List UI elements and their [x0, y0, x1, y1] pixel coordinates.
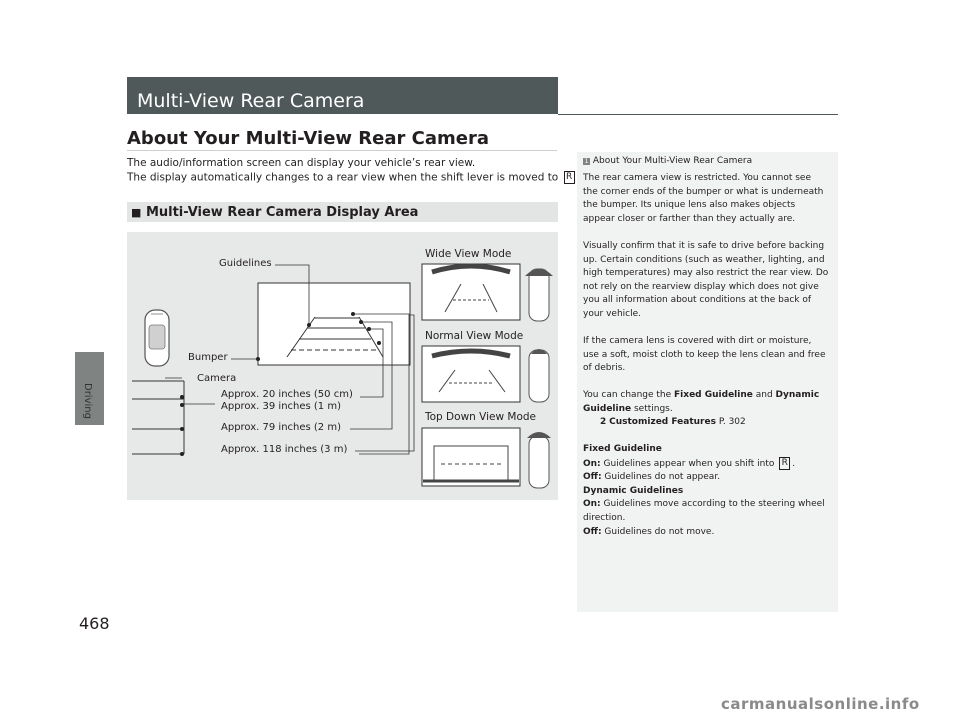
sidebar-p2-line: up. Certain conditions (such as weather, lighting, and	[583, 254, 825, 265]
intro-paragraph-2-text: The display automatically changes to a rear view when the shift lever is moved to	[127, 171, 559, 184]
guideline-term: Guideline	[583, 403, 632, 414]
header-rule	[558, 114, 838, 115]
watermark: carmanualsonline.info	[721, 695, 920, 713]
dynamic-on-key: On:	[583, 499, 601, 510]
wide-view-mode-label: Wide View Mode	[425, 248, 512, 260]
intro-paragraph-2	[127, 171, 580, 184]
sidebar-para-1	[583, 172, 833, 226]
top-down-view-mode-label: Top Down View Mode	[425, 411, 537, 423]
dynamic-guidelines-heading: Dynamic Guidelines	[583, 485, 684, 496]
dynamic-off-value: Guidelines do not move.	[604, 526, 715, 537]
cross-reference-icon: 2	[600, 417, 607, 428]
section-title: ■ Multi-View Rear Camera Display Area	[131, 205, 419, 220]
fixed-guideline-heading: Fixed Guideline	[583, 444, 662, 454]
sidebar-p2-line: Visually confirm that it is safe to drive before backing	[583, 241, 825, 251]
distance-ladder	[132, 381, 184, 454]
heading-rule	[127, 150, 557, 151]
sidebar-para-3	[583, 335, 833, 376]
sidebar-p2-line: you all information about conditions at the back of	[583, 295, 812, 306]
distance-118in-label: Approx. 118 inches (3 m)	[221, 444, 348, 455]
intro-paragraph-1: The audio/information screen can display your vehicle’s rear view.	[127, 157, 476, 169]
sidebar-p4-text: You can change the	[583, 390, 672, 400]
sidebar-p3-line: of debris.	[583, 363, 626, 374]
fixed-on-key: On:	[583, 458, 601, 469]
sidebar-p4-settings: settings.	[633, 403, 673, 414]
note-marker-icon: 1	[584, 158, 589, 165]
fixed-off-key: Off:	[583, 472, 602, 483]
sidebar-settings-list	[583, 443, 833, 539]
sidebar-p3-line: If the camera lens is covered with dirt or moisture,	[583, 336, 812, 346]
fixed-on-end: .	[792, 458, 796, 469]
wide-view-image	[422, 264, 553, 321]
distance-79in-label: Approx. 79 inches (2 m)	[221, 422, 341, 433]
section-tab-label: Driving	[82, 383, 93, 419]
shift-r-key-icon: R	[779, 457, 790, 470]
sidebar-p1-line: The rear camera view is restricted. You cannot see	[583, 173, 812, 183]
sidebar-para-4	[583, 389, 833, 430]
fixed-on-value: Guidelines appear when you shift into	[603, 458, 775, 469]
dynamic-on-value-cont: direction.	[583, 512, 626, 523]
dynamic-term: Dynamic	[775, 390, 820, 400]
fixed-off-value: Guidelines do not appear.	[604, 472, 721, 483]
sidebar-p2-line: not rely on the rearview display which does not give	[583, 281, 819, 292]
guideline-view-frame	[258, 283, 410, 365]
section-title-text: Multi-View Rear Camera Display Area	[145, 205, 419, 220]
sidebar-p1-line: the bumper. Its unique lens also makes objects	[583, 200, 796, 211]
sidebar-heading-text: About Your Multi-View Rear Camera	[592, 156, 753, 166]
shift-r-key-icon: R	[564, 171, 575, 184]
diagram-graphic	[127, 232, 558, 500]
sidebar-p2-line: high temperatures) may also restrict the rear view. Do	[583, 268, 829, 279]
camera-label: Camera	[197, 373, 237, 384]
car-top-view-icon	[145, 310, 169, 366]
top-down-view-image	[422, 428, 551, 488]
bumper-label: Bumper	[188, 352, 228, 363]
guidelines-label: Guidelines	[219, 258, 272, 269]
fixed-guideline-term: Fixed Guideline	[674, 390, 753, 400]
page-number: 468	[79, 614, 110, 633]
distance-20in-label: Approx. 20 inches (50 cm)	[221, 389, 353, 400]
sidebar-para-2	[583, 240, 833, 322]
sidebar-p1-line: appear closer or farther than they actually are.	[583, 213, 796, 224]
camera-display-diagram	[127, 232, 558, 500]
ref-page-number: P. 302	[718, 417, 746, 428]
customized-features-link[interactable]	[583, 416, 833, 430]
sidebar-p3-line: use a soft, moist cloth to keep the lens clean and free	[583, 349, 826, 360]
sidebar-heading	[583, 156, 752, 166]
page-heading: About Your Multi-View Rear Camera	[127, 128, 489, 149]
chapter-title: Multi-View Rear Camera	[137, 90, 365, 112]
sidebar-p1-line: the corner ends of the bumper or what is underneath	[583, 186, 824, 197]
dynamic-off-key: Off:	[583, 526, 602, 537]
customized-features-ref: Customized Features	[609, 417, 716, 428]
distance-39in-label: Approx. 39 inches (1 m)	[221, 401, 341, 412]
sidebar-p4-and: and	[755, 390, 773, 400]
dynamic-on-value: Guidelines move according to the steering wheel	[603, 499, 825, 510]
normal-view-mode-label: Normal View Mode	[425, 330, 524, 342]
normal-view-image	[422, 346, 549, 402]
sidebar-p2-line: your vehicle.	[583, 308, 642, 319]
